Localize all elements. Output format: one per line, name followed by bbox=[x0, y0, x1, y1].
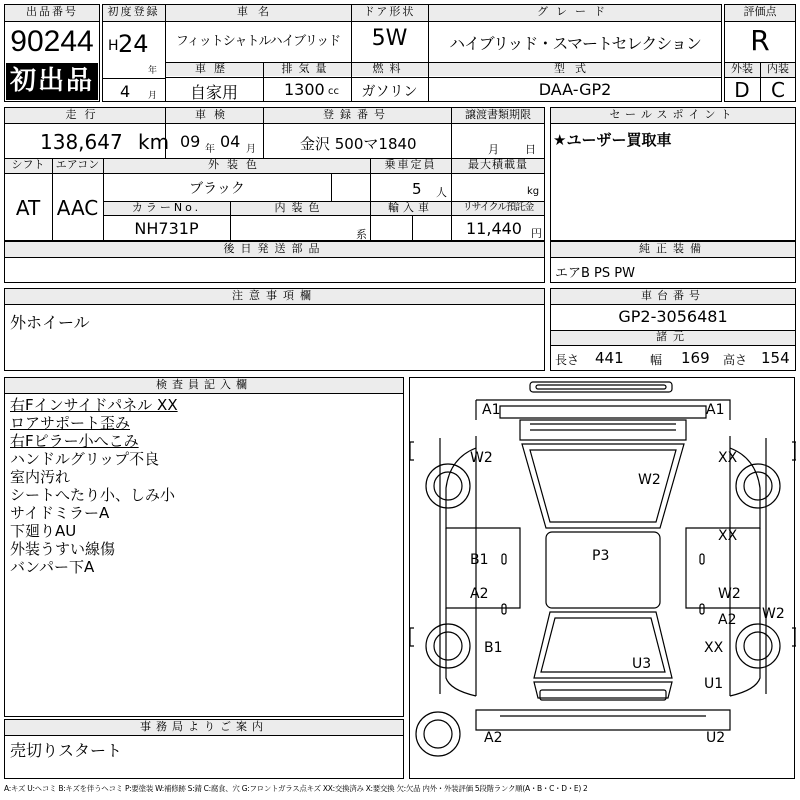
office-label: 事務局よりご案内 bbox=[140, 720, 268, 733]
mileage-label: 走行 bbox=[65, 108, 104, 121]
rating-score: R bbox=[750, 24, 770, 57]
load-unit: kg bbox=[527, 186, 540, 197]
mark-left-front-fender: W2 bbox=[470, 450, 493, 466]
interior-label: 内装 bbox=[767, 62, 789, 75]
car-outline bbox=[410, 378, 796, 780]
import-label: 輸入車 bbox=[388, 201, 433, 214]
mileage-unit: km bbox=[138, 130, 170, 154]
capacity-label: 乗車定員 bbox=[384, 158, 437, 171]
shift-label: シフト bbox=[11, 158, 45, 171]
genuine-label: 純正装備 bbox=[639, 242, 707, 255]
sales-point-label: セールスポイント bbox=[609, 108, 737, 121]
mark-left-rear-panel: A2 bbox=[470, 586, 489, 602]
inspection-year: 09 bbox=[180, 132, 201, 151]
inspector-line: サイドミラーA bbox=[10, 504, 110, 522]
mark-right-rear-lower: U1 bbox=[704, 676, 724, 692]
recycle-unit: 円 bbox=[531, 227, 542, 240]
interior-grade: C bbox=[771, 78, 785, 102]
transfer-label: 譲渡書類期限 bbox=[465, 108, 531, 121]
specs-label: 諸元 bbox=[656, 330, 690, 343]
listing-number-label: 出品番号 bbox=[26, 5, 78, 18]
color-no-label: カラーNo. bbox=[131, 201, 202, 214]
genuine-value: エアB PS PW bbox=[555, 266, 635, 281]
inspection-year-unit: 年 bbox=[205, 144, 215, 155]
fuel-label: 燃料 bbox=[372, 62, 407, 75]
interior-color-unit: 系 bbox=[356, 228, 367, 241]
inspector-line: 室内汚れ bbox=[10, 468, 71, 486]
width-value: 169 bbox=[681, 349, 710, 367]
exterior-grade: D bbox=[734, 78, 750, 102]
exterior-color: ブラック bbox=[189, 181, 245, 197]
length-value: 441 bbox=[595, 349, 624, 367]
plate-label: 登録番号 bbox=[323, 108, 391, 121]
mark-right-front-door: XX bbox=[718, 528, 738, 544]
inspector-line: 下廻りAU bbox=[10, 522, 77, 540]
history-label: 車歴 bbox=[195, 62, 233, 75]
inspection-month: 04 bbox=[220, 132, 241, 151]
inspector-line: シートへたり小、しみ小 bbox=[10, 486, 176, 504]
transfer-month-unit: 月 bbox=[488, 143, 499, 156]
exterior-color-label: 外装色 bbox=[208, 158, 265, 171]
mark-left-quarter: B1 bbox=[484, 640, 503, 656]
registration-year-unit: 年 bbox=[148, 66, 158, 76]
later-parts-label: 後日発送部品 bbox=[223, 242, 326, 255]
recycle-value: 11,440 bbox=[466, 219, 522, 238]
registration-label: 初度登録 bbox=[107, 5, 160, 18]
recycle-label: リサイクル預託金 bbox=[462, 202, 534, 213]
mark-right-mirror: W2 bbox=[762, 606, 785, 622]
car-name: フィットシャトルハイブリッド bbox=[175, 34, 341, 49]
displacement-label: 排気量 bbox=[281, 62, 333, 75]
registration-month-unit: 月 bbox=[148, 91, 158, 101]
height-label: 高さ bbox=[723, 353, 748, 367]
mark-right-rear-door-lower: A2 bbox=[718, 612, 737, 628]
inspector-line: ロアサポート歪み bbox=[10, 414, 131, 432]
mark-front-left: A1 bbox=[482, 402, 501, 418]
registration-year: 24 bbox=[118, 30, 149, 58]
door-label: ドア形状 bbox=[363, 5, 416, 18]
height-value: 154 bbox=[761, 349, 790, 367]
plate-number: 金沢 500マ1840 bbox=[300, 135, 417, 153]
model-label: 型式 bbox=[554, 62, 596, 75]
notes-label: 注意事項欄 bbox=[232, 289, 317, 302]
notes-text: 外ホイール bbox=[10, 313, 90, 332]
inspector-line: バンパー下A bbox=[10, 558, 95, 576]
capacity-value: 5 bbox=[412, 180, 422, 198]
history: 自家用 bbox=[189, 83, 238, 102]
mark-front-right: A1 bbox=[706, 402, 725, 418]
mark-trunk: U3 bbox=[632, 656, 652, 672]
displacement-unit: cc bbox=[328, 86, 339, 97]
width-label: 幅 bbox=[650, 353, 663, 367]
displacement: 1300 bbox=[284, 80, 325, 99]
mark-rear-left: A2 bbox=[484, 730, 503, 746]
transfer-day-unit: 日 bbox=[525, 143, 536, 156]
aircon-value: AAC bbox=[56, 196, 99, 220]
model-code: DAA-GP2 bbox=[538, 80, 612, 99]
damage-diagram bbox=[409, 377, 795, 779]
chassis-label: 車台番号 bbox=[641, 289, 705, 302]
chassis-number: GP2-3056481 bbox=[618, 307, 728, 326]
inspection-month-unit: 月 bbox=[246, 144, 256, 155]
mark-left-rear-door: B1 bbox=[470, 552, 489, 568]
inspection-label: 車検 bbox=[195, 108, 233, 121]
exterior-label: 外装 bbox=[731, 62, 753, 75]
color-no: NH731P bbox=[134, 219, 199, 238]
registration-era: H bbox=[108, 38, 119, 54]
registration-month: 4 bbox=[120, 82, 131, 101]
grade-label: グレード bbox=[537, 5, 613, 18]
load-label: 最大積載量 bbox=[468, 158, 528, 171]
rating-label: 評価点 bbox=[743, 5, 777, 18]
door-type: 5W bbox=[371, 26, 408, 51]
inspector-line: 右Fピラー小へこみ bbox=[10, 432, 139, 450]
legend-text: A:キズ U:ヘコミ B:キズを伴うヘコミ P:要塗装 W:補修跡 S:錆 C:腐食、穴 G:フロントガラス点キズ XX:交換済み X:要交換 欠:欠品 内外・外装評価 5段階ランク順(A・B・C・D・E) 2 bbox=[4, 784, 588, 793]
mileage-value: 138,647 bbox=[40, 130, 123, 154]
first-time-badge-text: 初出品 bbox=[9, 66, 94, 96]
fuel: ガソリン bbox=[361, 84, 418, 100]
aircon-label: エアコン bbox=[55, 158, 100, 171]
mark-rear-right: U2 bbox=[706, 730, 726, 746]
mark-right-rear-door: W2 bbox=[718, 586, 741, 602]
mark-hood: W2 bbox=[638, 472, 661, 488]
grade: ハイブリッド・スマートセレクション bbox=[449, 34, 701, 53]
sales-point-box bbox=[550, 107, 796, 241]
listing-number: 90244 bbox=[10, 25, 94, 58]
mark-right-front-fender: XX bbox=[718, 450, 738, 466]
length-label: 長さ bbox=[555, 353, 580, 367]
office-text: 売切りスタート bbox=[10, 741, 123, 760]
sales-point-text: ★ユーザー買取車 bbox=[553, 131, 672, 149]
inspector-notes bbox=[10, 396, 400, 576]
shift-value: AT bbox=[15, 196, 41, 220]
interior-color-label: 内装色 bbox=[274, 201, 326, 214]
inspector-line: 右Fインサイドパネル XX bbox=[10, 396, 178, 414]
details-grid bbox=[4, 107, 545, 241]
inspector-label: 検査員記入欄 bbox=[156, 378, 252, 391]
mark-right-quarter: XX bbox=[704, 640, 724, 656]
inspector-line: ハンドルグリップ不良 bbox=[10, 450, 160, 468]
car-name-label: 車名 bbox=[237, 5, 279, 18]
capacity-unit: 人 bbox=[436, 186, 447, 199]
inspector-line: 外装うすい線傷 bbox=[10, 540, 116, 558]
mark-roof: P3 bbox=[592, 548, 610, 564]
